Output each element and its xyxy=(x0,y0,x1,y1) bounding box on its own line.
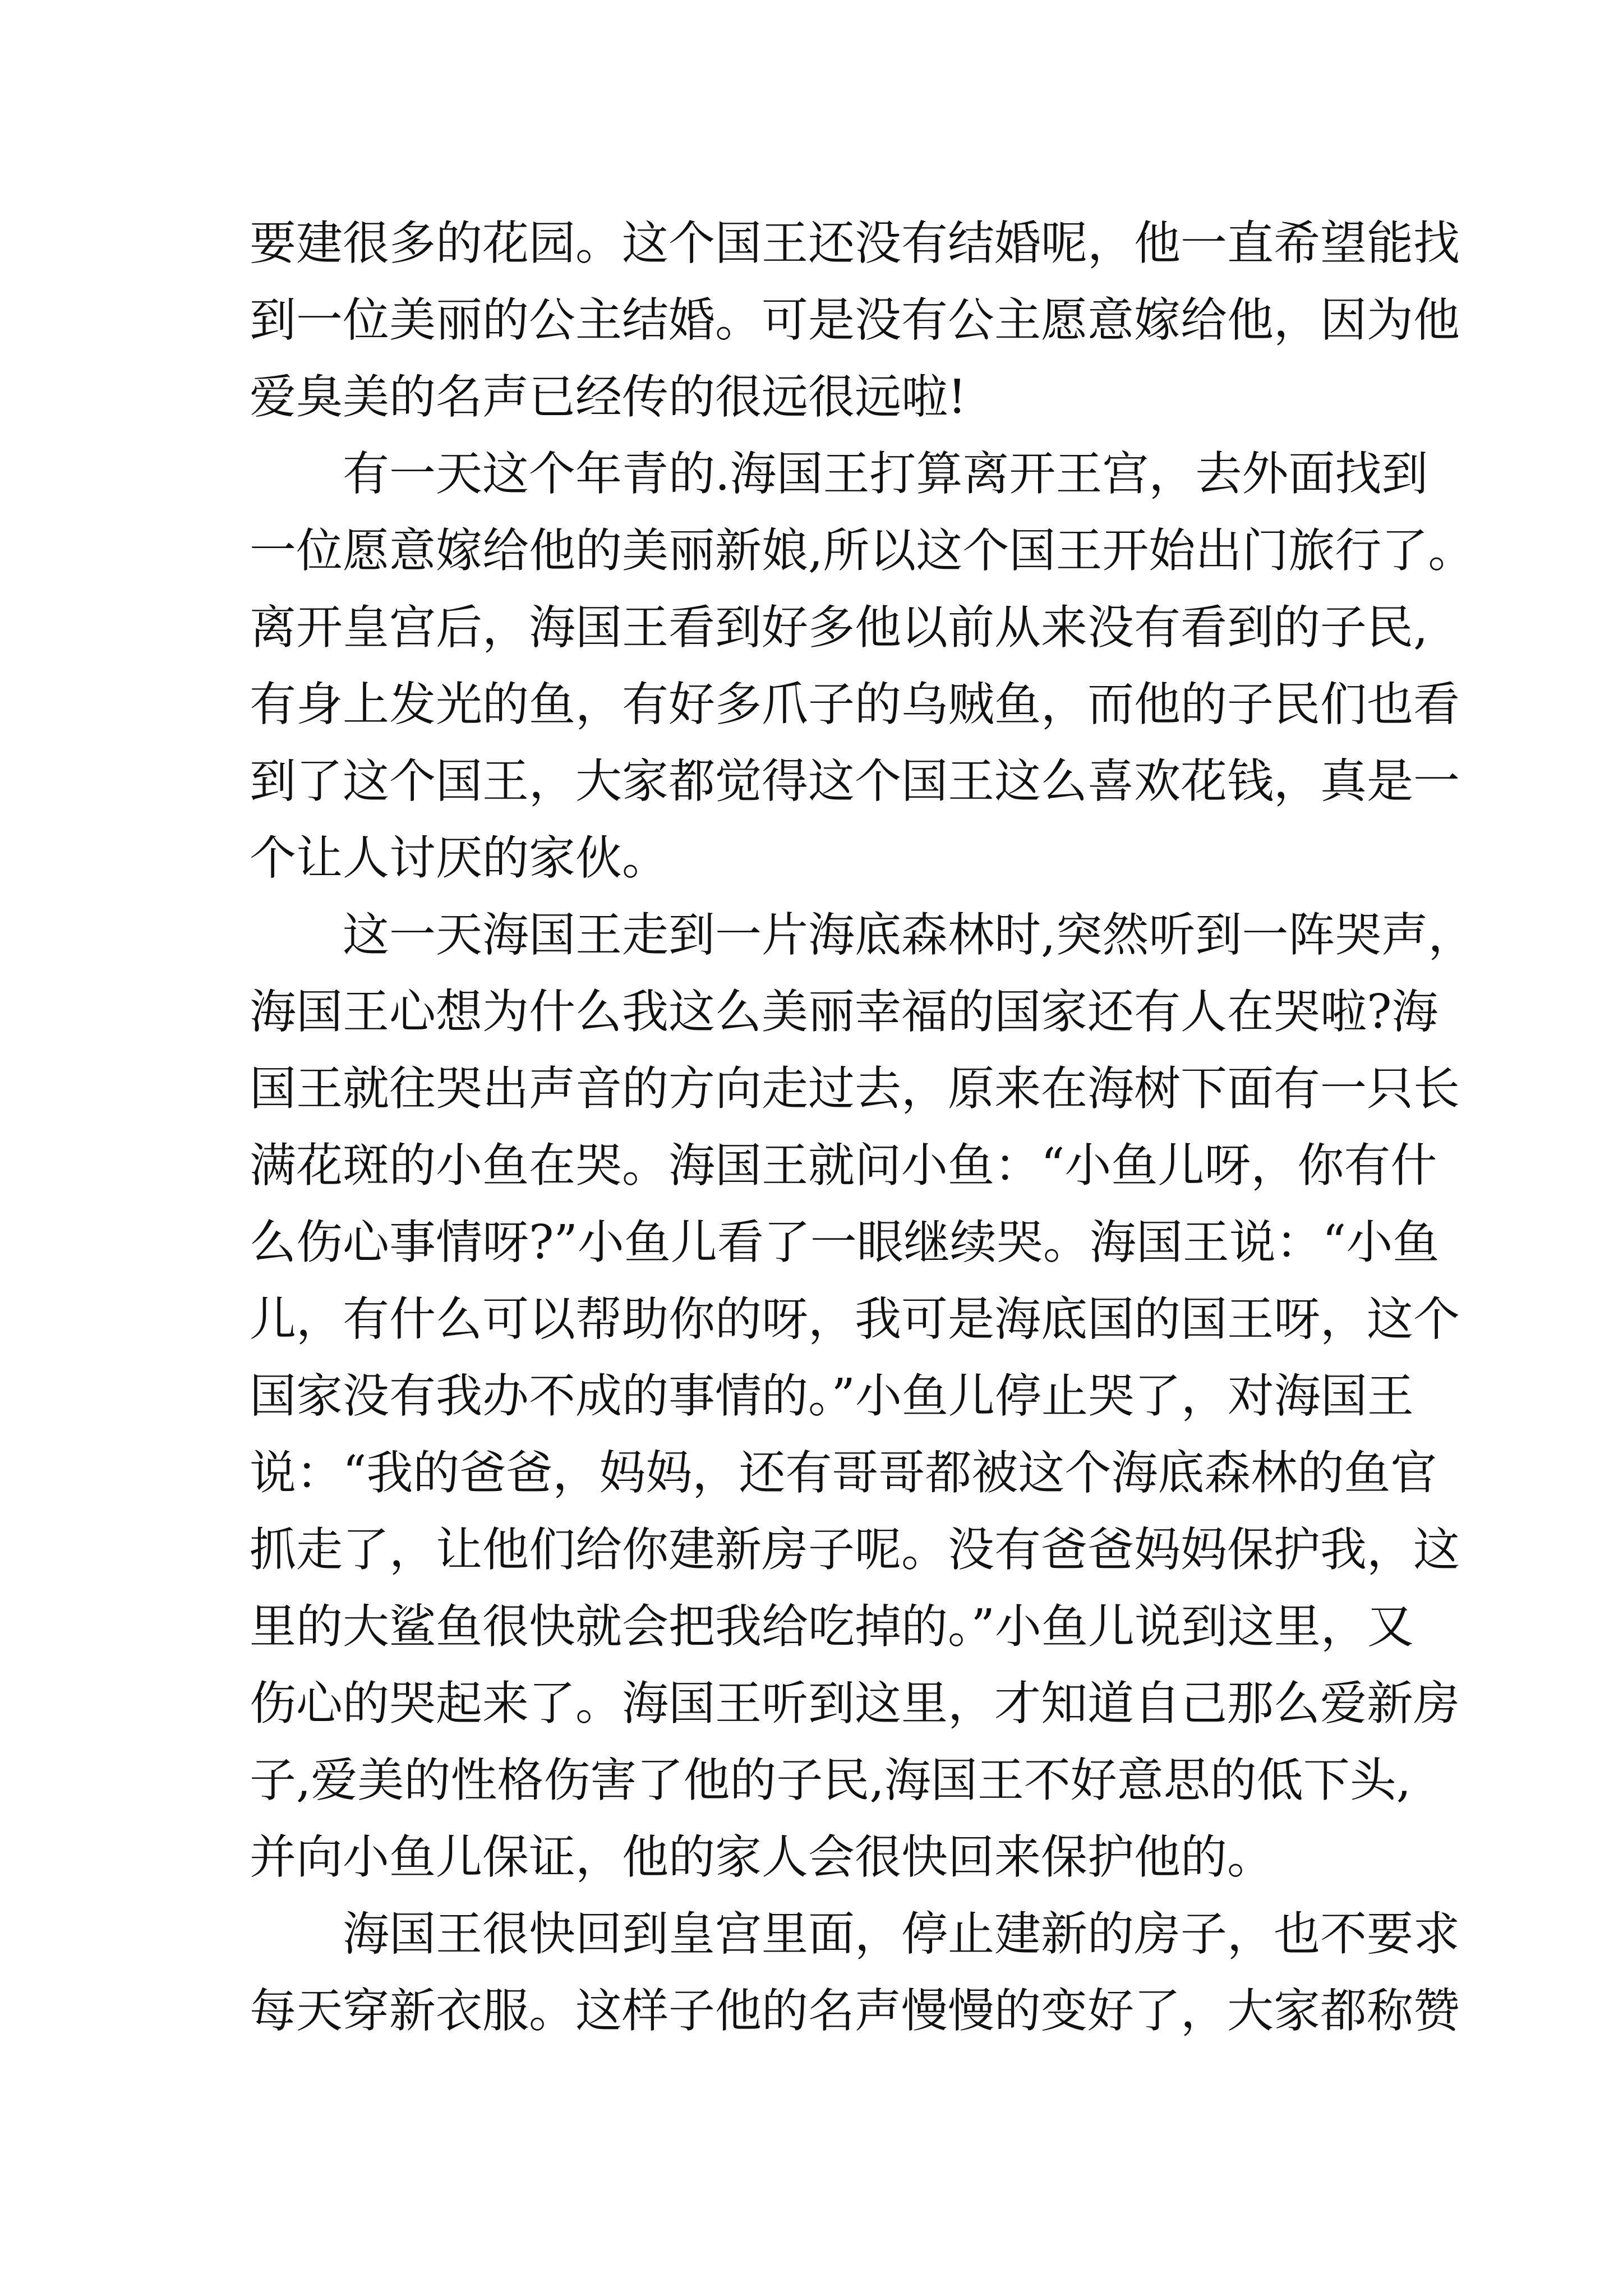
text-line: 海国王心想为什么我这么美丽幸福的国家还有人在哭啦?海 xyxy=(250,984,1438,1039)
text-line: 么伤心事情呀?”小鱼儿看了一眼继续哭。海国王说：“小鱼 xyxy=(250,1215,1440,1269)
text-line: 海国王很快回到皇宫里面，停止建新的房子，也不要求 xyxy=(343,1907,1460,1961)
text-line: 要建很多的花园。这个国王还没有结婚呢，他一直希望能找 xyxy=(250,216,1460,270)
text-line: 儿，有什么可以帮助你的呀，我可是海底国的国王呀，这个 xyxy=(250,1292,1460,1346)
text-line: 子,爱美的性格伤害了他的子民,海国王不好意思的低下头, xyxy=(250,1753,1412,1807)
text-line: 伤心的哭起来了。海国王听到这里，才知道自己那么爱新房 xyxy=(250,1676,1460,1731)
text-line: 离开皇宫后，海国王看到好多他以前从来没有看到的子民, xyxy=(250,600,1428,655)
text-line: 每天穿新衣服。这样子他的名声慢慢的变好了，大家都称赞 xyxy=(250,1984,1460,2038)
text-line: 爱臭美的名声已经传的很远很远啦! xyxy=(250,370,967,424)
text-line: 抓走了，让他们给你建新房子呢。没有爸爸妈妈保护我，这 xyxy=(250,1522,1460,1577)
text-line: 这一天海国王走到一片海底森林时,突然听到一阵哭声， xyxy=(343,908,1475,962)
text-line: 有一天这个年青的.海国王打算离开王宫，去外面找到 xyxy=(343,447,1428,501)
paragraph xyxy=(250,1895,1460,2049)
text-line: 国家没有我办不成的事情的。”小鱼儿停止哭了，对海国王 xyxy=(250,1369,1414,1423)
text-line: 有身上发光的鱼，有好多爪子的乌贼鱼，而他的子民们也看 xyxy=(250,677,1460,731)
paragraph xyxy=(250,435,1475,896)
text-line: 并向小鱼儿保证，他的家人会很快回来保护他的。 xyxy=(250,1830,1274,1884)
text-line: 满花斑的小鱼在哭。海国王就问小鱼：“小鱼儿呀，你有什 xyxy=(250,1138,1437,1193)
text-line: 一位愿意嫁给他的美丽新娘,所以这个国王开始出门旅行了。 xyxy=(250,523,1475,578)
text-line: 说：“我的爸爸，妈妈，还有哥哥都被这个海底森林的鱼官 xyxy=(250,1446,1437,1500)
text-line: 到了这个国王，大家都觉得这个国王这么喜欢花钱，真是一 xyxy=(250,754,1460,808)
text-line: 到一位美丽的公主结婚。可是没有公主愿意嫁给他，因为他 xyxy=(250,293,1460,347)
text-line: 个让人讨厌的家伙。 xyxy=(250,831,668,885)
paragraph xyxy=(250,896,1475,1895)
body-text xyxy=(250,205,1475,2049)
text-line: 国王就往哭出声音的方向走过去，原来在海树下面有一只长 xyxy=(250,1061,1460,1116)
paragraph xyxy=(250,205,1460,435)
text-line: 里的大鲨鱼很快就会把我给吃掉的。”小鱼儿说到这里，又 xyxy=(250,1599,1414,1654)
